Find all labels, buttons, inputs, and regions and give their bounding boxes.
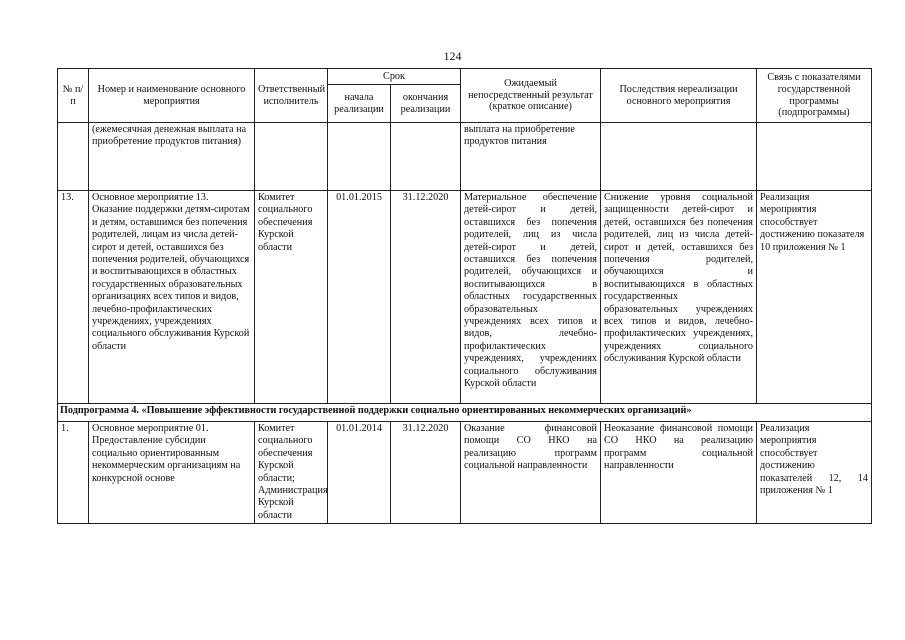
col-header-responsible: Ответственный исполнитель <box>255 69 328 123</box>
cell-responsible: Комитет социального обеспечения Курской области <box>255 191 328 404</box>
cell-consequences: Снижение уровня социальной защищенности детей-сирот и детей, оставшихся без попечения родителей, лиц из числа детей-сирот и детей, оставшихся без попечения родителей, обучающихся и воспитывающихся в областных государственных образовательных учреждениях всех типов и видов, лечебно-профилактических учреждениях, учреждениях социального обслуживания Курской области <box>601 191 757 404</box>
subprogram-row <box>58 404 872 422</box>
table-row <box>58 123 872 191</box>
cell-start: 01.01.2014 <box>328 422 391 524</box>
header-row-top <box>58 69 872 85</box>
cell-name: (ежемесячная денежная выплата на приобретение продуктов питания) <box>89 123 255 191</box>
subprogram-title: Подпрограмма 4. «Повышение эффективности государственной поддержки социально ориентированных некоммерческих организаций» <box>58 404 872 422</box>
cell-end: 31.12.2020 <box>391 422 461 524</box>
col-header-num: № п/п <box>58 69 89 123</box>
col-header-name: Номер и наименование основного мероприятия <box>89 69 255 123</box>
col-header-period: Срок <box>328 69 461 85</box>
cell-result: выплата на приобретение продуктов питания <box>461 123 601 191</box>
measures-table <box>57 68 872 524</box>
col-header-result: Ожидаемый непосредственный результат (краткое описание) <box>461 69 601 123</box>
col-header-link: Связь с показателями государственной программы (подпрограммы) <box>757 69 872 123</box>
cell-link: Реализация мероприятия способствует достижению показателя 10 приложения № 1 <box>757 191 872 404</box>
page-number: 124 <box>443 49 462 63</box>
cell-link: Реализация мероприятия способствует достижению показателей 12, 14 приложения № 1 <box>757 422 872 524</box>
cell-name: Основное мероприятие 13. Оказание поддержки детям-сиротам и детям, оставшимся без попечения родителей, лицам из числа детей-сирот и детей, оставшихся без попечения родителей, обучающихся и воспитывающихся в областных государственных образовательных организациях всех типов и видов, лечебно-профилактических учреждениях, учреждениях социального обслуживания Курской области <box>89 191 255 404</box>
cell-responsible: Комитет социального обеспечения Курской области; Администрация Курской области <box>255 422 328 524</box>
cell-name: Основное мероприятие 01. Предоставление субсидии социально ориентированным некоммерческим организациям на конкурсной основе <box>89 422 255 524</box>
cell-num: 1. <box>58 422 89 524</box>
col-header-end: окончания реализации <box>391 85 461 123</box>
table-row <box>58 191 872 404</box>
cell-result: Оказание финансовой помощи СО НКО на реализацию программ социальной направленности <box>461 422 601 524</box>
cell-consequences: Неоказание финансовой помощи СО НКО на реализацию программ социальной направленности <box>601 422 757 524</box>
cell-end: 31.12.2020 <box>391 191 461 404</box>
table-row <box>58 422 872 524</box>
cell-start: 01.01.2015 <box>328 191 391 404</box>
col-header-consequences: Последствия нереализации основного мероприятия <box>601 69 757 123</box>
col-header-start: начала реализации <box>328 85 391 123</box>
cell-result: Материальное обеспечение детей-сирот и детей, оставшихся без попечения родителей, лиц из числа детей-сирот и детей, оставшихся без попечения родителей, обучающихся и воспитывающихся в областных государственных образовательных учреждениях всех типов и видов, лечебно-профилактических учреждениях, учреждениях социального обслуживания Курской области <box>461 191 601 404</box>
cell-num: 13. <box>58 191 89 404</box>
